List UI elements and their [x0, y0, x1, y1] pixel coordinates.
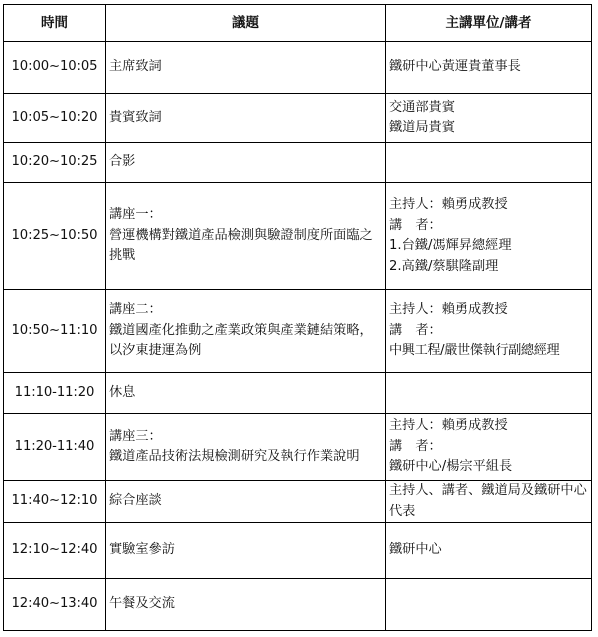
agenda-row [4, 373, 592, 414]
agenda-row [4, 183, 592, 290]
speaker-line: 講 者： [389, 322, 442, 338]
agenda-row [4, 290, 592, 373]
time-cell: 10:50~11:10 [4, 290, 106, 373]
agenda-row [4, 143, 592, 183]
speaker-line: 鐵研中心黃運貴董事長 [389, 59, 521, 75]
speaker-line: 1.台鐵/馮輝昇總經理 [389, 238, 512, 253]
speaker-line: 主持人、講者、鐵道局及鐵研中心代表 [389, 483, 587, 519]
topic-line: 合影 [109, 154, 136, 170]
time-cell: 12:40~13:40 [4, 579, 106, 631]
speaker-line: 鐵道局貴賓 [389, 120, 455, 135]
topic-line: 休息 [109, 384, 136, 400]
speaker-cell [386, 414, 592, 481]
topic-line: 主席致詞 [109, 59, 162, 75]
topic-cell [106, 523, 386, 579]
time-cell: 11:40~12:10 [4, 481, 106, 523]
speaker-cell [386, 481, 592, 523]
agenda-container [3, 4, 592, 631]
header-row [4, 5, 592, 42]
speaker-cell [386, 42, 592, 94]
agenda-row [4, 579, 592, 631]
agenda-row [4, 94, 592, 143]
header-speaker: 主講單位/講者 [386, 5, 592, 42]
header-time: 時間 [4, 5, 106, 42]
speaker-line: 主持人：賴勇成教授 [389, 418, 508, 434]
agenda-row [4, 523, 592, 579]
speaker-line: 交通部貴賓 [389, 99, 455, 115]
topic-line: 鐵道國產化推動之產業政策與產業鏈結策略，以汐東捷運為例 [109, 322, 373, 359]
time-cell: 12:10~12:40 [4, 523, 106, 579]
topic-line: 鐵道產品技術法規檢測研究及執行作業說明 [109, 449, 360, 464]
agenda-row [4, 481, 592, 523]
topic-cell [106, 183, 386, 290]
speaker-line: 2.高鐵/蔡騏隆副理 [389, 258, 499, 274]
topic-line: 講座一： [109, 207, 162, 223]
speaker-line: 鐵研中心/楊宗平組長 [389, 459, 513, 475]
time-cell: 11:20-11:40 [4, 414, 106, 481]
speaker-line: 講 者： [389, 217, 442, 233]
speaker-line: 鐵研中心 [389, 542, 442, 558]
speaker-line: 中興工程/嚴世傑執行副總經理 [389, 343, 560, 359]
speaker-line: 主持人：賴勇成教授 [389, 197, 508, 212]
time-cell: 10:20~10:25 [4, 143, 106, 183]
time-cell: 10:25~10:50 [4, 183, 106, 290]
speaker-cell [386, 183, 592, 290]
time-cell: 11:10-11:20 [4, 373, 106, 414]
topic-line: 講座三： [109, 428, 162, 444]
speaker-cell [386, 373, 592, 414]
topic-line: 實驗室參訪 [109, 542, 175, 558]
header-topic: 議題 [106, 5, 386, 42]
topic-cell [106, 373, 386, 414]
speaker-cell [386, 143, 592, 183]
topic-cell [106, 290, 386, 373]
topic-cell [106, 143, 386, 183]
agenda-row [4, 42, 592, 94]
speaker-line: 講 者： [389, 438, 442, 454]
speaker-line: 主持人：賴勇成教授 [389, 302, 508, 318]
topic-line: 講座二： [109, 302, 162, 318]
topic-cell [106, 481, 386, 523]
topic-line: 綜合座談 [109, 493, 162, 509]
speaker-cell [386, 579, 592, 631]
topic-cell [106, 42, 386, 94]
agenda-row [4, 414, 592, 481]
topic-cell [106, 579, 386, 631]
topic-line: 營運機構對鐵道產品檢測與驗證制度所面臨之挑戰 [109, 227, 373, 264]
topic-line: 午餐及交流 [109, 596, 175, 612]
agenda-table [3, 4, 592, 631]
speaker-cell [386, 94, 592, 143]
time-cell: 10:00~10:05 [4, 42, 106, 94]
topic-line: 貴賓致詞 [109, 109, 162, 125]
topic-cell [106, 414, 386, 481]
time-cell: 10:05~10:20 [4, 94, 106, 143]
speaker-cell [386, 523, 592, 579]
speaker-cell [386, 290, 592, 373]
topic-cell [106, 94, 386, 143]
